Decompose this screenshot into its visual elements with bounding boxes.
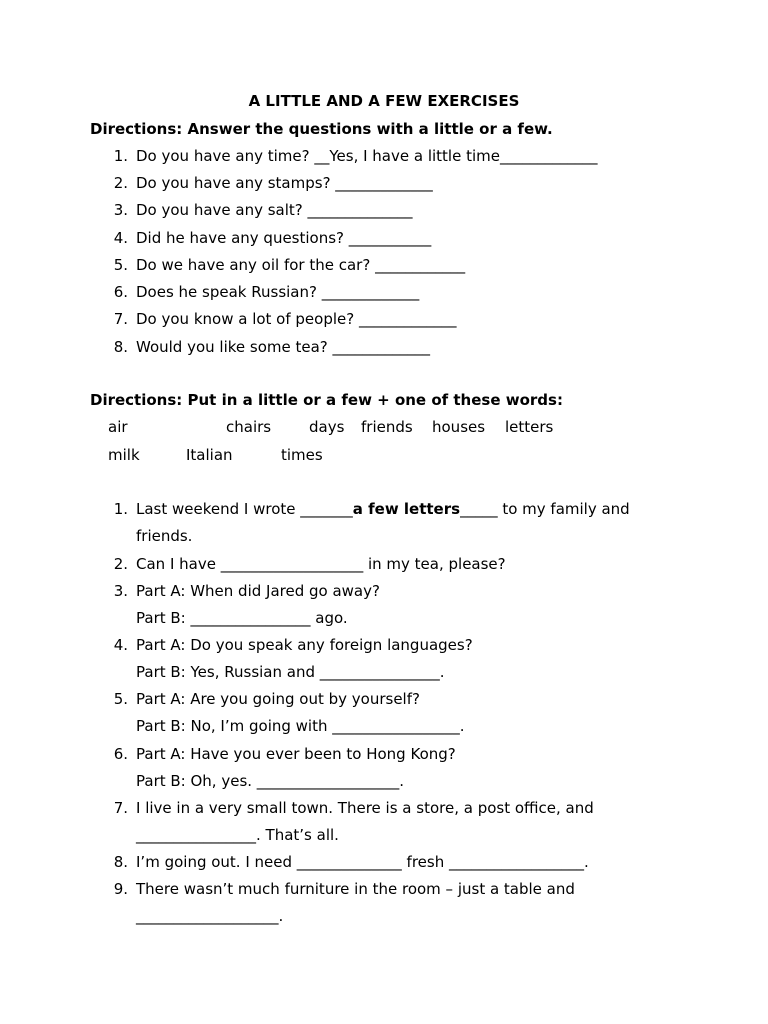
- item-number: 8.: [113, 853, 128, 871]
- section2-directions: Directions: Put in a little or a few + one of these words:: [90, 391, 563, 409]
- item-number: 1.: [113, 500, 128, 518]
- item-number: 5.: [113, 256, 128, 274]
- item-continuation: Part B: Yes, Russian and ________________.: [136, 663, 445, 681]
- item-text: Would you like some tea? _____________: [136, 338, 431, 356]
- item-text-pre: Last weekend I wrote _______: [136, 500, 353, 518]
- section1-directions: Directions: Answer the questions with a little or a few.: [90, 120, 553, 138]
- item-continuation: ___________________.: [136, 907, 284, 925]
- item-text: Part A: Have you ever been to Hong Kong?: [136, 745, 456, 763]
- item-continuation: Part B: Oh, yes. ___________________.: [136, 772, 405, 790]
- item-continuation: friends.: [136, 527, 193, 545]
- item-text: Can I have ___________________ in my tea, please?: [136, 555, 506, 573]
- item-continuation: Part B: No, I’m going with _________________.: [136, 717, 465, 735]
- item-continuation: Part B: ________________ ago.: [136, 609, 348, 627]
- item-text: There wasn’t much furniture in the room – just a table and: [136, 880, 575, 898]
- item-number: 1.: [113, 147, 128, 165]
- item-number: 8.: [113, 338, 128, 356]
- item-text: Do we have any oil for the car? ____________: [136, 256, 466, 274]
- item-number: 5.: [113, 690, 128, 708]
- item-text: I’m going out. I need ______________ fresh __________________.: [136, 853, 589, 871]
- item-text: Part A: When did Jared go away?: [136, 582, 380, 600]
- word-bank-item: letters: [505, 418, 554, 436]
- item-number: 3.: [113, 201, 128, 219]
- word-bank-item: friends: [361, 418, 413, 436]
- word-bank-item: milk: [108, 446, 140, 464]
- item-text: Part A: Are you going out by yourself?: [136, 690, 420, 708]
- item-number: 2.: [113, 174, 128, 192]
- item-number: 4.: [113, 636, 128, 654]
- item-number: 4.: [113, 229, 128, 247]
- item-text: Part A: Do you speak any foreign languages?: [136, 636, 473, 654]
- item-number: 3.: [113, 582, 128, 600]
- example-answer: a few letters: [352, 500, 461, 518]
- item-text: I live in a very small town. There is a store, a post office, and: [136, 799, 594, 817]
- item-continuation: ________________. That’s all.: [136, 826, 339, 844]
- item-text: Do you have any stamps? _____________: [136, 174, 433, 192]
- item-text: Do you have any time? __Yes, I have a little time_____________: [136, 147, 598, 165]
- word-bank-item: times: [281, 446, 323, 464]
- item-text-post: _____ to my family and: [460, 500, 630, 518]
- item-number: 6.: [113, 283, 128, 301]
- item-text: Does he speak Russian? _____________: [136, 283, 420, 301]
- word-bank-item: houses: [432, 418, 486, 436]
- item-text: [136, 500, 630, 518]
- word-bank-item: chairs: [226, 418, 272, 436]
- item-number: 7.: [113, 310, 128, 328]
- item-number: 2.: [113, 555, 128, 573]
- item-number: 9.: [113, 880, 128, 898]
- item-number: 6.: [113, 745, 128, 763]
- word-bank-item: Italian: [186, 446, 233, 464]
- item-text: Do you have any salt? ______________: [136, 201, 413, 219]
- word-bank-item: days: [309, 418, 345, 436]
- item-number: 7.: [113, 799, 128, 817]
- item-text: Did he have any questions? ___________: [136, 229, 432, 247]
- page-title: A LITTLE AND A FEW EXERCISES: [248, 92, 520, 110]
- word-bank-item: air: [108, 418, 128, 436]
- item-text: Do you know a lot of people? _____________: [136, 310, 457, 328]
